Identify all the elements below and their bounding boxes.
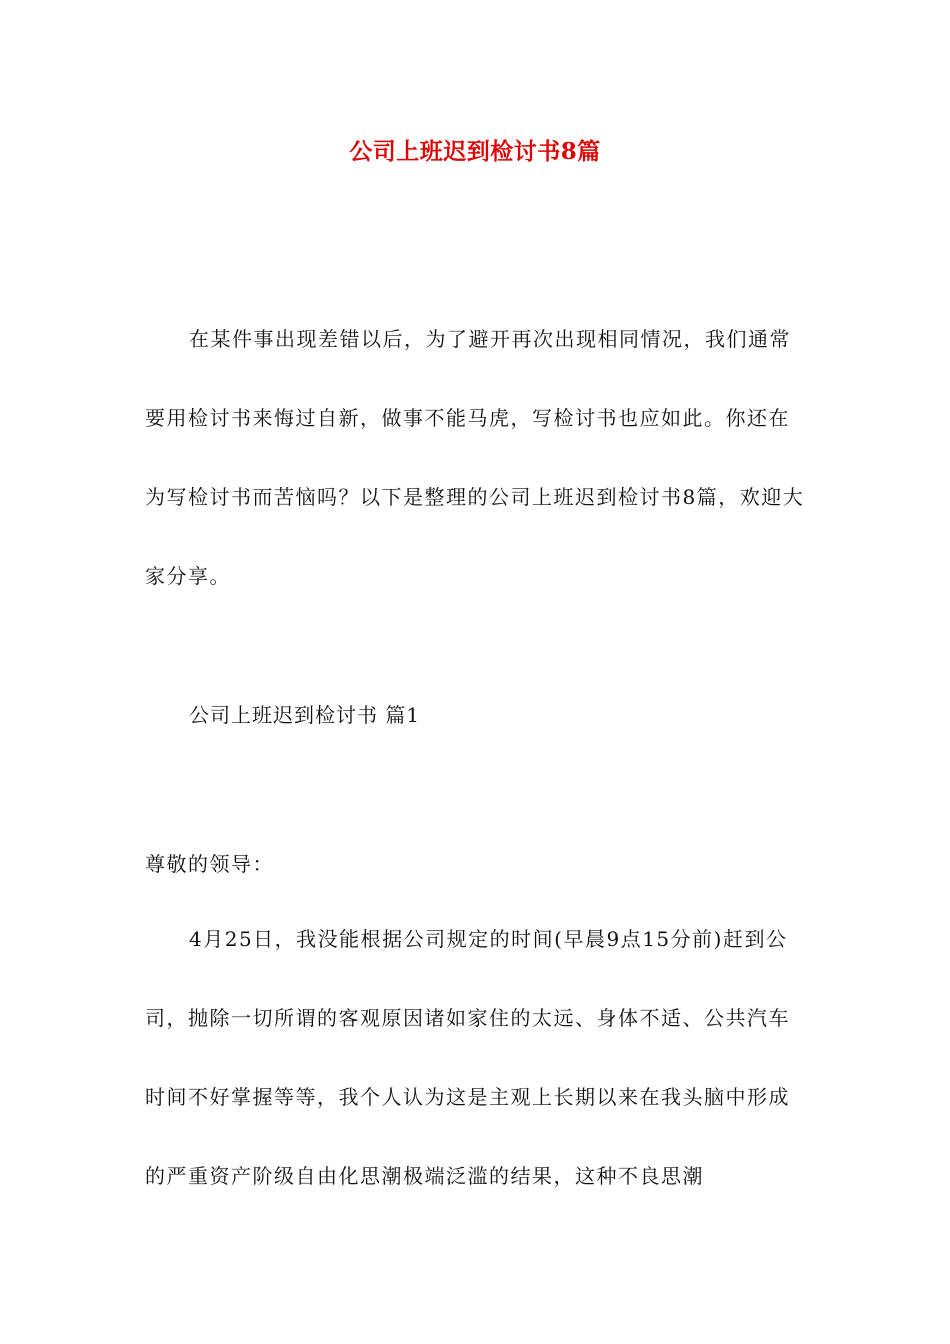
document-title: 公司上班迟到检讨书8篇	[349, 138, 601, 165]
section-heading: 公司上班迟到检讨书 篇1	[189, 703, 421, 727]
body-paragraph: 4月25日，我没能根据公司规定的时间(早晨9点15分前)赶到公司，抛除一切所谓的客观原因诸如家住的太远、身体不适、公共汽车时间不好掌握等等，我个人认为这是主观上长期以来在我头脑中形成的严重资产阶级自由化思潮极端泛滥的结果，这种不良思潮	[145, 927, 790, 1188]
salutation: 尊敬的领导：	[145, 852, 274, 876]
intro-paragraph: 在某件事出现差错以后，为了避开再次出现相同情况，我们通常要用检讨书来悔过自新，做事不能马虎，写检讨书也应如此。你还在为写检讨书而苦恼吗？以下是整理的公司上班迟到检讨书8篇，欢迎大家分享。	[145, 327, 805, 588]
